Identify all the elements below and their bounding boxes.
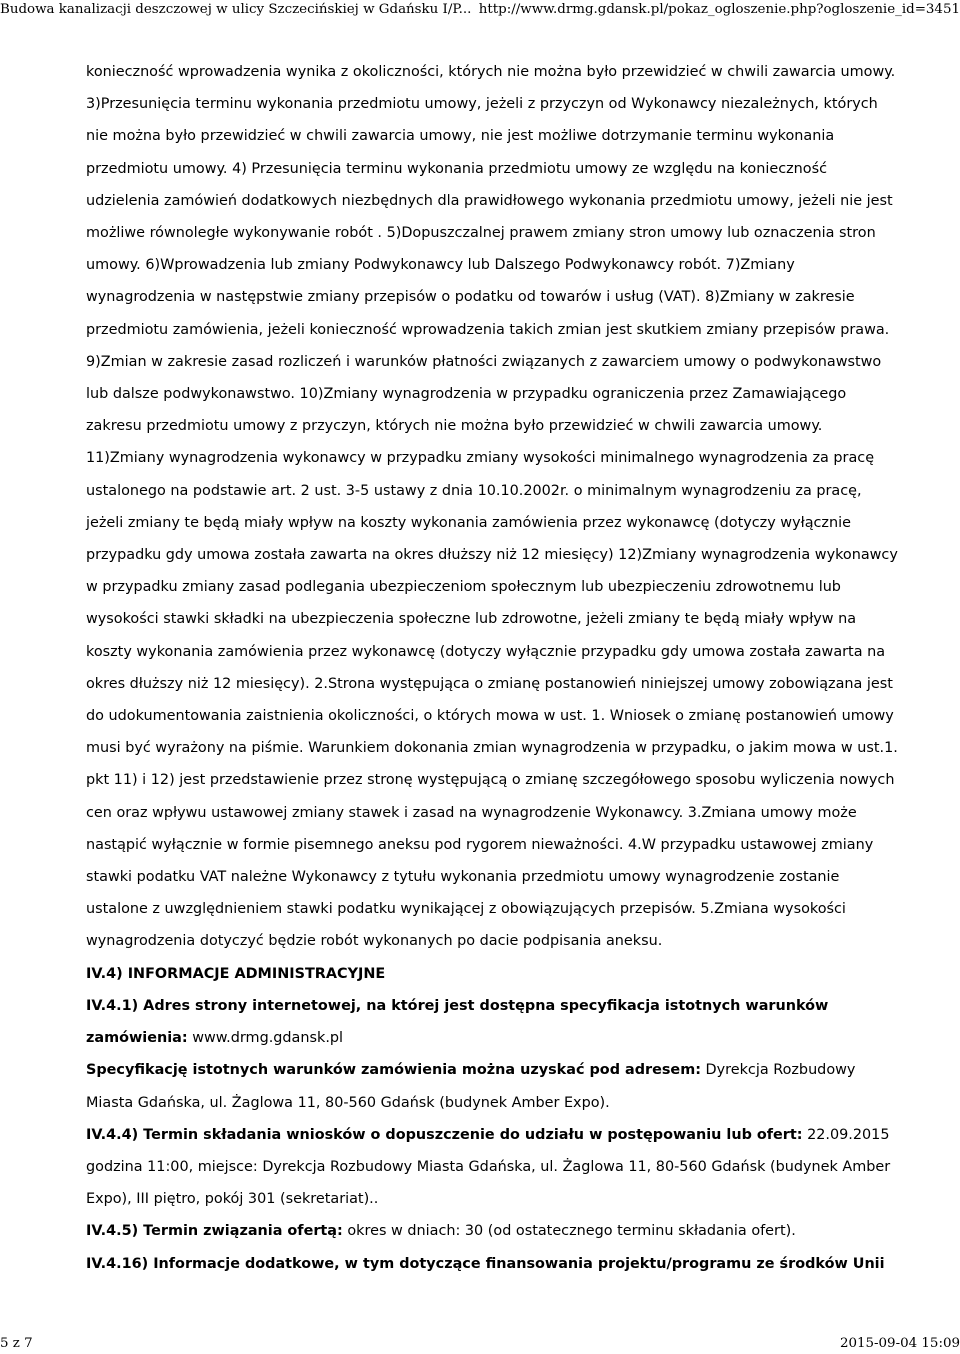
- section-iv44-value: 22.09.2015 godzina 11:00, miejsce: Dyrekcja Rozbudowy Miasta Gdańska, ul. Żaglowa 11, 80-560 Gdańsk (budynek Amber Expo), III piętro, pokój 301 (sekretariat)..: [86, 1126, 891, 1208]
- print-footer: [0, 1334, 960, 1354]
- section-iv4-heading: IV.4) INFORMACJE ADMINISTRACYJNE: [86, 965, 386, 982]
- print-header: [0, 0, 960, 28]
- section-iv45-label: IV.4.5) Termin związania ofertą:: [86, 1223, 343, 1240]
- section-iv416-label: IV.4.16) Informacje dodatkowe, w tym dotyczące finansowania projektu/programu ze środków Unii: [86, 1255, 885, 1272]
- page-title: Budowa kanalizacji deszczowej w ulicy Szczecińskiej w Gdańsku I/P...: [0, 2, 472, 17]
- section-iv41-value: www.drmg.gdansk.pl: [192, 1030, 344, 1047]
- section-iv45: [86, 1215, 898, 1247]
- spec-address-label: Specyfikację istotnych warunków zamówienia można uzyskać pod adresem:: [86, 1062, 701, 1079]
- print-datetime: 2015-09-04 15:09: [839, 1336, 960, 1351]
- section-iv41: [86, 990, 898, 1054]
- section-iv44: [86, 1119, 898, 1216]
- section-iv44-label: IV.4.4) Termin składania wniosków o dopuszczenie do udziału w postępowaniu lub ofert:: [86, 1126, 803, 1143]
- spec-address-value: Dyrekcja Rozbudowy Miasta Gdańska, ul. Żaglowa 11, 80-560 Gdańsk (budynek Amber Expo).: [86, 1062, 856, 1111]
- section-iv45-value: okres w dniach: 30 (od ostatecznego terminu składania ofert).: [347, 1223, 796, 1240]
- spec-address: [86, 1054, 898, 1118]
- section-iv41-label: IV.4.1) Adres strony internetowej, na której jest dostępna specyfikacja istotnych warunków zamówienia:: [86, 997, 829, 1047]
- document-content: [86, 56, 898, 1280]
- contract-changes-paragraph: konieczność wprowadzenia wynika z okoliczności, których nie można było przewidzieć w chwili zawarcia umowy. 3)Przesunięcia terminu wykonania przedmiotu umowy, jeżeli z przyczyn od Wykonawcy niezależnych, których nie można było przewidzieć w chwili zawarcia umowy, nie jest możliwe dotrzymanie terminu wykonania przedmiotu umowy. 4) Przesunięcia terminu wykonania przedmiotu umowy ze względu na konieczność udzielenia zamówień dodatkowych niezbędnych dla prawidłowego wykonania przedmiotu umowy, jeżeli nie jest możliwe równoległe wykonywanie robót . 5)Dopuszczalnej prawem zmiany stron umowy lub oznaczenia stron umowy. 6)Wprowadzenia lub zmiany Podwykonawcy lub Dalszego Podwykonawcy robót. 7)Zmiany wynagrodzenia w następstwie zmiany przepisów o podatku od towarów i usług (VAT). 8)Zmiany w zakresie przedmiotu zamówienia, jeżeli konieczność wprowadzenia takich zmian jest skutkiem zmiany przepisów prawa. 9)Zmian w zakresie zasad rozliczeń i warunków płatności związanych z zawarciem umowy o podwykonawstwo lub dalsze podwykonawstwo. 10)Zmiany wynagrodzenia w przypadku ograniczenia przez Zamawiającego zakresu przedmiotu umowy z przyczyn, których nie można było przewidzieć w chwili zawarcia umowy. 11)Zmiany wynagrodzenia wykonawcy w przypadku zmiany wysokości minimalnego wynagrodzenia za pracę ustalonego na podstawie art. 2 ust. 3-5 ustawy z dnia 10.10.2002r. o minimalnym wynagrodzeniu za pracę, jeżeli zmiany te będą miały wpływ na koszty wykonania zamówienia przez wykonawcę (dotyczy wyłącznie przypadku gdy umowa została zawarta na okres dłuższy niż 12 miesięcy) 12)Zmiany wynagrodzenia wykonawcy w przypadku zmiany zasad podlegania ubezpieczeniom społecznym lub ubezpieczeniu zdrowotnemu lub wysokości stawki składki na ubezpieczenia społeczne lub zdrowotne, jeżeli zmiany te będą miały wpływ na koszty wykonania zamówienia przez wykonawcę (dotyczy wyłącznie przypadku gdy umowa została zawarta na okres dłuższy niż 12 miesięcy). 2.Strona występująca o zmianę postanowień niniejszej umowy zobowiązana jest do udokumentowania zaistnienia okoliczności, o których mowa w ust. 1. Wniosek o zmianę postanowień umowy musi być wyrażony na piśmie. Warunkiem dokonania zmian wynagrodzenia w przypadku, o jakim mowa w ust.1. pkt 11) i 12) jest przedstawienie przez stronę występującą o zmianę szczegółowego sposobu wyliczenia nowych cen oraz wpływu ustawowej zmiany stawek i zasad na wynagrodzenie Wykonawcy. 3.Zmiana umowy może nastąpić wyłącznie w formie pisemnego aneksu pod rygorem nieważności. 4.W przypadku ustawowej zmiany stawki podatku VAT należne Wykonawcy z tytułu wykonania przedmiotu umowy wynagrodzenie zostanie ustalone z uwzględnieniem stawki podatku wynikającej z obowiązujących przepisów. 5.Zmiana wysokości wynagrodzenia dotyczyć będzie robót wykonanych po dacie podpisania aneksu.: [86, 64, 898, 950]
- page-url: http://www.drmg.gdansk.pl/pokaz_ogloszenie.php?ogloszenie_id=3451: [478, 2, 960, 17]
- page-number: 5 z 7: [0, 1336, 33, 1351]
